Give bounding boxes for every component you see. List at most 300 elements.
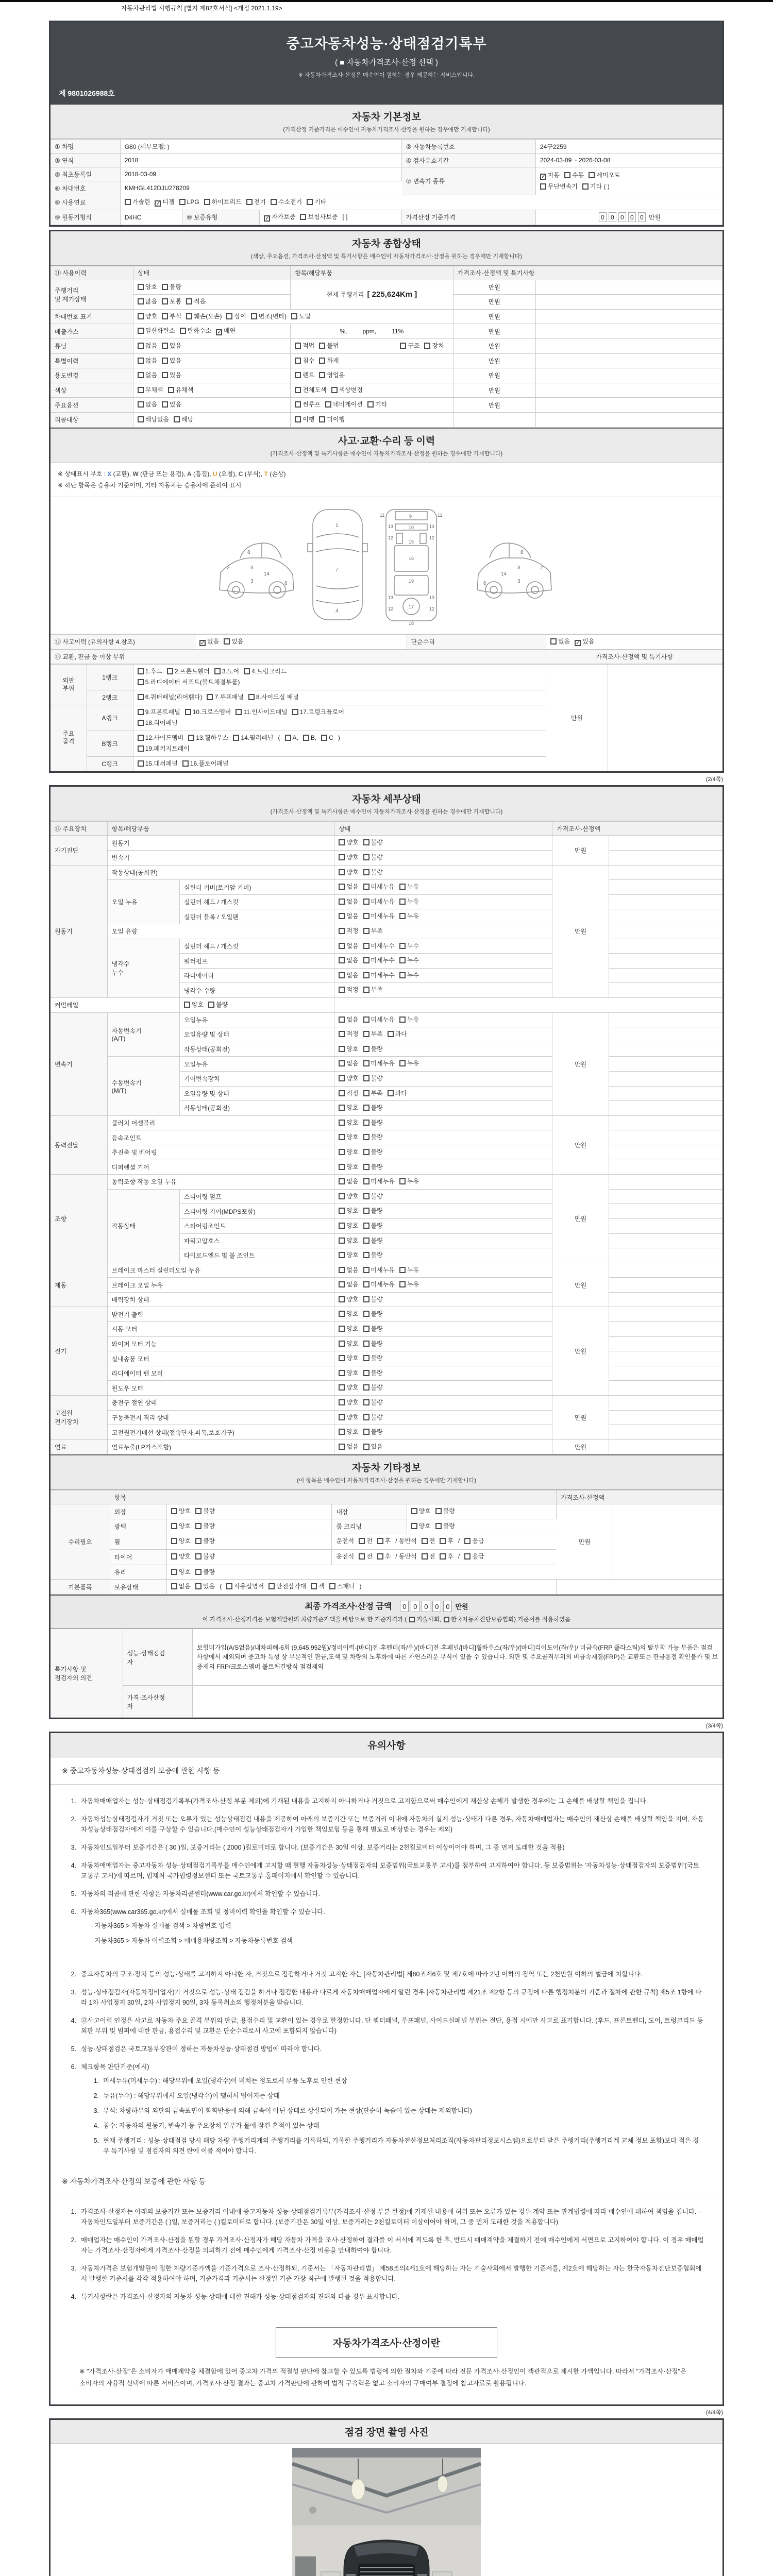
option [363, 1309, 383, 1320]
checkbox[interactable] [295, 401, 301, 408]
checkbox-label: 불량 [371, 1133, 383, 1141]
checkbox[interactable] [363, 839, 369, 845]
checkbox[interactable] [363, 884, 369, 890]
checkbox[interactable] [162, 372, 168, 378]
other-info-table [51, 1490, 722, 1595]
checkbox[interactable] [162, 284, 168, 290]
checkbox[interactable]: ✓ [200, 640, 206, 647]
checkbox[interactable] [295, 358, 301, 364]
checkbox[interactable] [339, 1238, 345, 1244]
checkbox[interactable] [339, 1075, 345, 1081]
checkbox[interactable] [411, 1523, 417, 1529]
checkbox[interactable] [300, 214, 306, 220]
form-reference: 자동차관리법 시행규칙 [별지 제82호서식] <개정 2021.1.19> [121, 5, 282, 12]
checkbox[interactable] [319, 343, 325, 349]
checkbox[interactable] [339, 1223, 345, 1229]
table-cell [552, 1115, 609, 1174]
checkbox[interactable] [424, 343, 430, 349]
checkbox[interactable] [195, 1583, 201, 1589]
checkbox-label: 없음 [558, 638, 570, 646]
table-cell [609, 968, 722, 983]
notice-subitems [91, 2076, 705, 2156]
checkbox[interactable] [248, 694, 255, 700]
checkbox[interactable] [171, 1553, 177, 1560]
checkbox[interactable] [363, 1208, 369, 1214]
checkbox[interactable] [339, 1208, 345, 1214]
checkbox[interactable] [171, 1583, 177, 1589]
checkbox[interactable] [185, 709, 191, 715]
table-cell [51, 1439, 107, 1454]
table-cell [334, 1307, 552, 1322]
checkbox[interactable] [319, 416, 325, 422]
checkbox[interactable] [339, 972, 345, 978]
checkbox[interactable] [363, 1281, 369, 1287]
checkbox-label: 무단변속기 [547, 182, 578, 190]
checkbox[interactable] [331, 387, 338, 393]
checkbox[interactable] [162, 401, 168, 408]
table-cell [334, 1057, 552, 1072]
option [182, 758, 229, 770]
checkbox[interactable] [589, 172, 595, 178]
option-group [339, 1075, 387, 1082]
option [171, 1536, 191, 1547]
checkbox-label: 양호 [346, 1369, 359, 1377]
checkbox[interactable] [339, 1267, 345, 1273]
checkbox[interactable] [291, 313, 297, 319]
checkbox[interactable] [171, 1508, 177, 1514]
checkbox[interactable] [363, 1252, 369, 1258]
checkbox[interactable] [168, 387, 174, 393]
option [339, 1412, 358, 1423]
table-cell [453, 266, 722, 280]
checkbox[interactable] [319, 358, 325, 364]
checkbox[interactable] [171, 1523, 177, 1529]
legend-segment: T [264, 470, 268, 478]
checkbox[interactable] [363, 899, 369, 905]
checkbox[interactable] [339, 1384, 345, 1391]
checkbox[interactable] [180, 328, 186, 334]
checkbox-label: 불량 [371, 1384, 383, 1392]
checkbox[interactable] [363, 957, 369, 963]
checkbox[interactable] [244, 668, 250, 674]
checkbox[interactable] [399, 1060, 406, 1066]
checkbox[interactable] [399, 899, 406, 905]
checkbox[interactable] [339, 1355, 345, 1361]
checkbox-label: 양호 [346, 1310, 359, 1318]
checkbox[interactable] [363, 1311, 369, 1317]
svg-text:12: 12 [429, 606, 435, 612]
checkbox[interactable] [464, 1553, 470, 1560]
checkbox-label: 양호 [346, 1413, 359, 1421]
checkbox[interactable] [363, 1164, 369, 1170]
checkbox[interactable]: ✓ [265, 215, 270, 222]
option-group [138, 327, 241, 334]
checkbox[interactable] [339, 928, 345, 934]
checkbox[interactable] [138, 298, 144, 304]
checkbox[interactable] [399, 884, 406, 890]
cell-text: 1랭크 [102, 673, 118, 681]
cell-text: 특기사항 및 점검자의 의견 [55, 1665, 92, 1682]
checkbox[interactable] [307, 199, 313, 205]
checkbox[interactable]: ✓ [217, 329, 222, 336]
checkbox[interactable] [363, 1046, 369, 1052]
checkbox[interactable] [363, 972, 369, 978]
checkbox[interactable] [440, 1553, 446, 1560]
table-cell [51, 280, 133, 309]
checkbox[interactable] [363, 1370, 369, 1376]
checkbox-label: 수소전기 [278, 198, 303, 206]
checkbox[interactable] [226, 1583, 232, 1589]
section-title-other: 자동차 기타정보 [352, 1463, 421, 1474]
report-header [51, 22, 722, 105]
checkbox[interactable] [363, 1120, 369, 1126]
table-row [51, 1307, 722, 1322]
checkbox[interactable] [444, 1617, 449, 1622]
checkbox[interactable] [138, 358, 144, 364]
checkbox[interactable]: ✓ [541, 173, 546, 180]
notice-item-number: 5. [71, 2045, 76, 2053]
checkbox[interactable] [295, 372, 301, 378]
table-cell [552, 1439, 609, 1454]
checkbox[interactable] [388, 1031, 394, 1037]
checkbox[interactable] [339, 1031, 345, 1037]
checkbox[interactable] [125, 199, 131, 205]
checkbox[interactable] [339, 1164, 345, 1170]
checkbox[interactable] [363, 1178, 369, 1184]
checkbox[interactable] [411, 1508, 417, 1514]
checkbox[interactable] [271, 199, 277, 205]
checkbox[interactable] [184, 1002, 190, 1008]
checkbox[interactable] [399, 1281, 406, 1287]
checkbox[interactable] [295, 416, 301, 422]
checkbox[interactable] [339, 1134, 345, 1140]
checkbox[interactable] [233, 735, 239, 741]
checkbox[interactable] [399, 972, 406, 978]
checkbox-label: 화재 [327, 357, 339, 364]
checkbox[interactable] [339, 1149, 345, 1155]
checkbox[interactable] [339, 1399, 345, 1405]
option-group [138, 298, 211, 305]
table-cell [609, 1307, 722, 1322]
checkbox[interactable] [339, 1252, 345, 1258]
svg-text:18: 18 [409, 621, 414, 625]
checkbox[interactable] [214, 668, 221, 674]
checkbox[interactable] [363, 1429, 369, 1435]
checkbox[interactable] [363, 1355, 369, 1361]
checkbox[interactable] [186, 313, 192, 319]
table-cell [552, 865, 609, 997]
table-cell [291, 353, 453, 368]
checkbox[interactable] [138, 679, 144, 685]
checkbox[interactable] [363, 1031, 369, 1037]
checkbox[interactable] [236, 709, 242, 715]
checkbox[interactable] [339, 1060, 345, 1066]
checkbox[interactable] [171, 1538, 177, 1544]
checkbox[interactable] [363, 1134, 369, 1140]
checkbox[interactable] [268, 1583, 275, 1589]
checkbox[interactable] [224, 638, 230, 645]
checkbox-label: 과다 [395, 1089, 407, 1097]
checkbox[interactable] [399, 913, 406, 919]
option [336, 1536, 354, 1547]
checkbox[interactable] [292, 709, 298, 715]
checkbox[interactable] [363, 1414, 369, 1420]
cell-text: 만원 [574, 1141, 587, 1149]
checkbox[interactable] [363, 1149, 369, 1155]
option [363, 896, 395, 908]
checkbox[interactable] [377, 1538, 383, 1544]
checkbox-label: 있음 [231, 638, 244, 646]
checkbox[interactable] [339, 869, 345, 875]
checkbox[interactable] [363, 1267, 369, 1273]
checkbox-label: 양호 [178, 1507, 191, 1515]
checkbox[interactable] [329, 1583, 335, 1589]
checkbox[interactable] [339, 1370, 345, 1376]
checkbox[interactable] [363, 1341, 369, 1347]
checkbox[interactable] [363, 1060, 369, 1066]
option [251, 311, 287, 323]
checkbox[interactable] [339, 1296, 345, 1302]
checkbox[interactable] [339, 1016, 345, 1023]
checkbox[interactable] [195, 1553, 201, 1560]
cell-text: 만원 [488, 283, 500, 291]
checkbox[interactable] [363, 1016, 369, 1023]
checkbox-label: 없음 [346, 1281, 359, 1289]
checkbox[interactable] [359, 1538, 365, 1544]
option-group [171, 1507, 220, 1515]
checkbox[interactable] [226, 313, 232, 319]
checkbox[interactable] [339, 1414, 345, 1420]
checkbox[interactable] [182, 760, 189, 767]
checkbox[interactable]: ✓ [576, 640, 581, 647]
checkbox[interactable] [138, 709, 144, 715]
cell-text: 라디에이터 팬 모터 [111, 1370, 163, 1378]
checkbox[interactable] [138, 760, 144, 767]
option [207, 692, 243, 703]
table-cell [334, 1042, 552, 1057]
checkbox[interactable] [162, 313, 168, 319]
checkbox[interactable] [339, 899, 345, 905]
table-cell [179, 968, 334, 983]
checkbox[interactable] [162, 298, 168, 304]
checkbox[interactable] [339, 943, 345, 949]
checkbox[interactable] [363, 1223, 369, 1229]
checkbox[interactable] [195, 1569, 201, 1575]
checkbox[interactable] [339, 987, 345, 993]
checkbox[interactable] [363, 869, 369, 875]
table-cell [107, 1322, 334, 1337]
checkbox[interactable] [195, 1523, 201, 1529]
checkbox[interactable] [138, 372, 144, 378]
option [367, 399, 387, 411]
checkbox[interactable] [388, 1090, 394, 1096]
checkbox[interactable] [363, 1326, 369, 1332]
checkbox[interactable] [138, 745, 144, 752]
checkbox[interactable] [339, 1311, 345, 1317]
checkbox[interactable] [138, 668, 144, 674]
table-cell [609, 1027, 722, 1042]
checkbox[interactable] [422, 1538, 428, 1544]
table-row [51, 167, 722, 181]
checkbox[interactable] [325, 401, 331, 408]
checkbox-label: 응급 [472, 1553, 484, 1561]
checkbox[interactable] [186, 298, 192, 304]
checkbox[interactable] [138, 343, 144, 349]
checkbox[interactable] [138, 720, 144, 726]
checkbox[interactable] [339, 1178, 345, 1184]
checkbox[interactable] [399, 1267, 406, 1273]
checkbox[interactable] [204, 199, 210, 205]
checkbox[interactable] [582, 183, 589, 190]
checkbox[interactable] [195, 1508, 201, 1514]
checkbox-label: 없음 [346, 1015, 359, 1023]
checkbox[interactable] [339, 1090, 345, 1096]
checkbox[interactable] [174, 416, 180, 422]
checkbox-label: 없음 [145, 371, 157, 379]
checkbox[interactable] [138, 735, 144, 741]
checkbox-label: 적정 [346, 1089, 359, 1097]
checkbox[interactable] [339, 1120, 345, 1126]
checkbox[interactable] [363, 943, 369, 949]
option [339, 1382, 358, 1394]
checkbox[interactable] [162, 358, 168, 364]
table-cell [552, 1396, 609, 1440]
table-cell [166, 1549, 331, 1565]
table-cell [51, 383, 133, 398]
checkbox[interactable] [171, 1569, 177, 1575]
checkbox[interactable] [435, 1508, 442, 1514]
price-survey-box-text: ※ "가격조사·산정"은 소비자가 매매계약을 체결함에 있어 중고차 가격의 적절성 판단에 참고할 수 있도록 법령에 의한 절차와 기준에 따라 전문 가격조사·산정인이 객관적으로 제시한 가액입니다. 따라서 "가격조사·산정"은 소비자의 자율적 선택에 따른 서비스이며, 가격조사·산정 결과는 중고차 가격판단에 관하여 법적 구속력은 없고 소비자의 구매여부 결정에 참고자료로 활용됩니다. [79, 2368, 687, 2387]
checkbox-label: 적정 [346, 986, 359, 994]
table-cell [133, 266, 290, 280]
checkbox[interactable] [564, 172, 570, 178]
checkbox-label: 전 [366, 1537, 373, 1545]
checkbox[interactable] [138, 694, 144, 700]
cell-text: D4HC [124, 213, 142, 221]
checkbox[interactable] [339, 957, 345, 963]
cell-text: 워터펌프 [183, 957, 208, 965]
table-cell [179, 1086, 334, 1101]
checkbox[interactable] [339, 1193, 345, 1199]
checkbox[interactable] [363, 1238, 369, 1244]
cell-text: 브레이크 오일 누유 [111, 1281, 163, 1289]
option [363, 941, 395, 952]
checkbox[interactable] [435, 1523, 442, 1529]
option-group [339, 1384, 387, 1391]
checkbox[interactable] [399, 957, 406, 963]
checkbox[interactable] [363, 854, 369, 860]
checkbox[interactable] [138, 401, 144, 408]
checkbox[interactable] [188, 735, 194, 741]
checkbox[interactable] [251, 313, 257, 319]
checkbox[interactable] [138, 387, 144, 393]
checkbox[interactable] [550, 638, 557, 645]
checkbox[interactable] [246, 199, 253, 205]
checkbox[interactable] [285, 735, 291, 741]
option [179, 197, 199, 208]
checkbox[interactable] [363, 928, 369, 934]
checkbox[interactable] [195, 1538, 201, 1544]
checkbox[interactable] [339, 1444, 345, 1450]
checkbox[interactable] [400, 343, 406, 349]
checkbox[interactable] [409, 1617, 415, 1622]
checkbox[interactable] [207, 694, 213, 700]
cell-text: 제동 [55, 1281, 67, 1289]
checkbox[interactable] [464, 1538, 470, 1544]
checkbox[interactable] [339, 839, 345, 845]
checkbox[interactable] [363, 1193, 369, 1199]
checkbox[interactable] [399, 943, 406, 949]
accident-history-table [51, 634, 722, 650]
document-body [49, 2, 724, 2576]
checkbox[interactable] [179, 199, 186, 205]
option-group [339, 1090, 412, 1097]
checkbox[interactable] [363, 1090, 369, 1096]
checkbox[interactable] [339, 1046, 345, 1052]
table-cell [179, 1071, 334, 1086]
checkbox[interactable] [339, 1105, 345, 1111]
checkbox[interactable] [422, 1553, 428, 1560]
checkbox[interactable] [339, 1429, 345, 1435]
option [185, 707, 231, 718]
checkbox[interactable] [363, 1296, 369, 1302]
checkbox[interactable] [363, 913, 369, 919]
checkbox[interactable] [540, 183, 546, 190]
checkbox[interactable] [138, 313, 144, 319]
checkbox[interactable] [359, 1553, 365, 1560]
checkbox[interactable] [208, 1002, 214, 1008]
checkbox[interactable] [138, 284, 144, 290]
checkbox[interactable] [319, 372, 325, 378]
checkbox[interactable] [303, 735, 309, 741]
checkbox[interactable] [162, 343, 168, 349]
checkbox[interactable] [339, 1341, 345, 1347]
checkbox[interactable]: ✓ [156, 200, 161, 207]
table-cell [535, 140, 722, 154]
checkbox[interactable] [399, 1178, 406, 1184]
checkbox[interactable] [363, 1075, 369, 1081]
checkbox[interactable] [339, 854, 345, 860]
checkbox[interactable] [363, 1384, 369, 1391]
checkbox-label: 세미오토 [596, 171, 620, 179]
checkbox[interactable] [363, 1444, 369, 1450]
checkbox[interactable] [377, 1553, 383, 1560]
table-row [51, 1351, 722, 1366]
checkbox[interactable] [295, 343, 301, 349]
checkbox[interactable] [363, 1399, 369, 1405]
checkbox[interactable] [321, 735, 327, 741]
checkbox[interactable] [399, 1016, 406, 1023]
option [411, 1506, 431, 1517]
option-group [138, 313, 316, 320]
checkbox[interactable] [440, 1538, 446, 1544]
table-cell [535, 412, 722, 427]
checkbox[interactable] [339, 913, 345, 919]
checkbox[interactable] [363, 1105, 369, 1111]
checkbox[interactable] [311, 1583, 317, 1589]
checkbox[interactable] [167, 668, 173, 674]
checkbox[interactable] [339, 1326, 345, 1332]
table-cell [133, 353, 290, 368]
checkbox[interactable] [339, 884, 345, 890]
checkbox-label: 양호 [346, 1222, 359, 1229]
checkbox[interactable] [138, 328, 144, 334]
checkbox[interactable] [367, 401, 374, 408]
checkbox[interactable] [295, 387, 301, 393]
checkbox[interactable] [363, 987, 369, 993]
checkbox[interactable] [339, 1281, 345, 1287]
checkbox[interactable] [138, 416, 144, 422]
